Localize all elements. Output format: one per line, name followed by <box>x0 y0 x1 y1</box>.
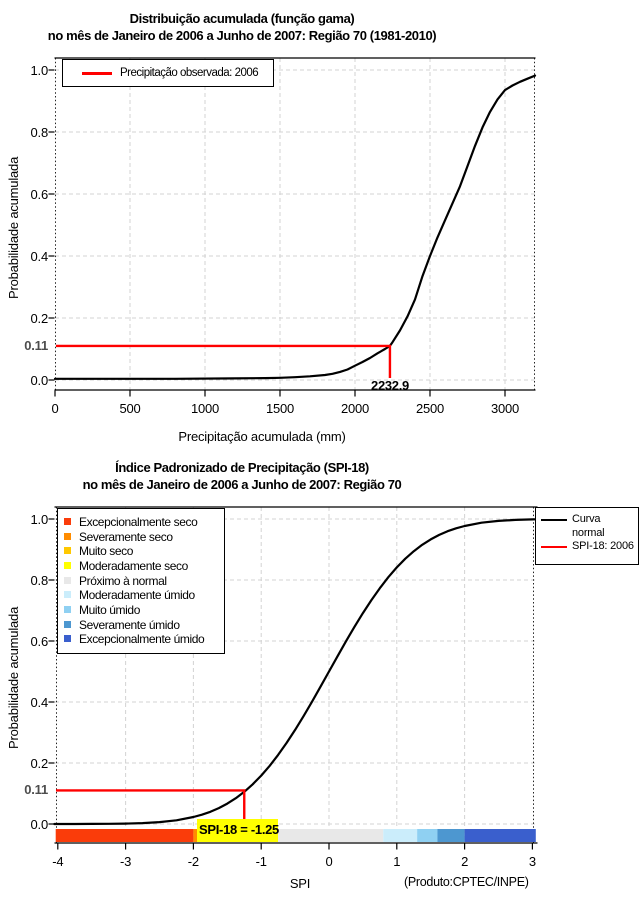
spi-colorbar-segment <box>417 829 437 842</box>
category-label: Próximo à normal <box>79 573 167 588</box>
x-tick-label: 3 <box>528 854 536 869</box>
curve-legend-label: SPI-18: 2006 <box>572 540 634 552</box>
y-tick-label: 0.4 <box>30 249 48 264</box>
chart1-legend <box>62 59 274 87</box>
chart1-y-axis-label: Probabilidade acumulada <box>6 156 21 300</box>
chart2-value-annotation: SPI-18 = -1.25 <box>199 822 279 837</box>
chart2-y-axis-label: Probabilidade acumulada <box>6 606 21 750</box>
category-swatch-8 <box>64 621 71 628</box>
category-swatch-3 <box>64 547 71 554</box>
x-tick-label: 1500 <box>265 401 295 416</box>
curve-legend-black-line <box>541 519 567 522</box>
x-tick-label: 3000 <box>490 401 520 416</box>
spi-colorbar-segment <box>275 829 383 842</box>
category-label: Muito úmido <box>79 602 140 617</box>
x-tick-label: -2 <box>187 854 199 869</box>
y-tick-label: 0.0 <box>30 373 48 388</box>
category-label: Severamente úmido <box>79 617 180 632</box>
x-tick-label: -4 <box>52 854 64 869</box>
y-tick-label: 0.2 <box>30 756 48 771</box>
category-swatch-5 <box>64 577 71 584</box>
category-swatch-9 <box>64 635 71 642</box>
legend-red-line-swatch <box>82 72 112 75</box>
chart1-probability-annotation: 0.11 <box>24 338 48 353</box>
chart2-title: Índice Padronizado de Precipitação (SPI-18) <box>115 460 369 475</box>
curve-legend-label: normal <box>572 526 605 539</box>
y-tick-label: 0.2 <box>30 311 48 326</box>
category-swatch-7 <box>64 606 71 613</box>
spi-colorbar-segment <box>437 829 464 842</box>
x-tick-label: 2 <box>461 854 469 869</box>
y-tick-label: 0.8 <box>30 573 48 588</box>
x-tick-label: 500 <box>119 401 141 416</box>
category-label: Moderadamente úmido <box>79 588 195 603</box>
chart1-value-annotation: 2232.9 <box>371 378 409 393</box>
chart1-legend-label: Precipitação observada: 2006 <box>120 67 259 79</box>
category-swatch-4 <box>64 562 71 569</box>
x-tick-label: 1 <box>393 854 401 869</box>
spi-colorbar-segment <box>56 829 194 842</box>
category-swatch-6 <box>64 591 71 598</box>
chart2-x-axis-label: SPI <box>289 876 311 891</box>
chart2-probability-annotation: 0.11 <box>24 782 48 797</box>
category-label: Excepcionalmente úmido <box>79 632 205 647</box>
category-label: Muito seco <box>79 544 134 559</box>
x-tick-label: 2000 <box>340 401 370 416</box>
x-tick-label: 0 <box>325 854 333 869</box>
chart2-subtitle: no mês de Janeiro de 2006 a Junho de 2007: Região 70 <box>82 477 402 492</box>
y-tick-label: 0.4 <box>30 695 48 710</box>
x-tick-label: 1000 <box>190 401 220 416</box>
y-tick-label: 1.0 <box>30 63 48 78</box>
x-tick-label: -1 <box>255 854 267 869</box>
observed-marker-line <box>56 346 390 378</box>
y-tick-label: 1.0 <box>30 512 48 527</box>
product-credit: (Produto:CPTEC/INPE) <box>404 875 529 889</box>
spi-colorbar-segment <box>465 829 536 842</box>
y-tick-label: 0.0 <box>30 817 48 832</box>
curve-legend-red-line <box>541 546 567 549</box>
category-label: Excepcionalmente seco <box>79 515 198 529</box>
y-tick-label: 0.6 <box>30 187 48 202</box>
chart1-x-axis-label: Precipitação acumulada (mm) <box>178 429 346 444</box>
curve-gamma-cdf <box>55 76 535 379</box>
category-swatch-2 <box>64 533 71 540</box>
category-label: Moderadamente seco <box>79 558 188 573</box>
y-tick-label: 0.6 <box>30 634 48 649</box>
y-tick-label: 0.8 <box>30 125 48 140</box>
chart1-subtitle: no mês de Janeiro de 2006 a Junho de 2007: Região 70 (1981-2010) <box>47 28 437 43</box>
x-tick-label: 0 <box>51 401 59 416</box>
category-label: Severamente seco <box>79 529 173 544</box>
x-tick-label: 2500 <box>415 401 445 416</box>
spi-colorbar-segment <box>383 829 417 842</box>
x-tick-label: -3 <box>120 854 132 869</box>
chart1-title: Distribuição acumulada (função gama) <box>129 11 355 26</box>
category-swatch-1 <box>64 518 71 525</box>
curve-legend-label: Curva <box>572 513 601 525</box>
